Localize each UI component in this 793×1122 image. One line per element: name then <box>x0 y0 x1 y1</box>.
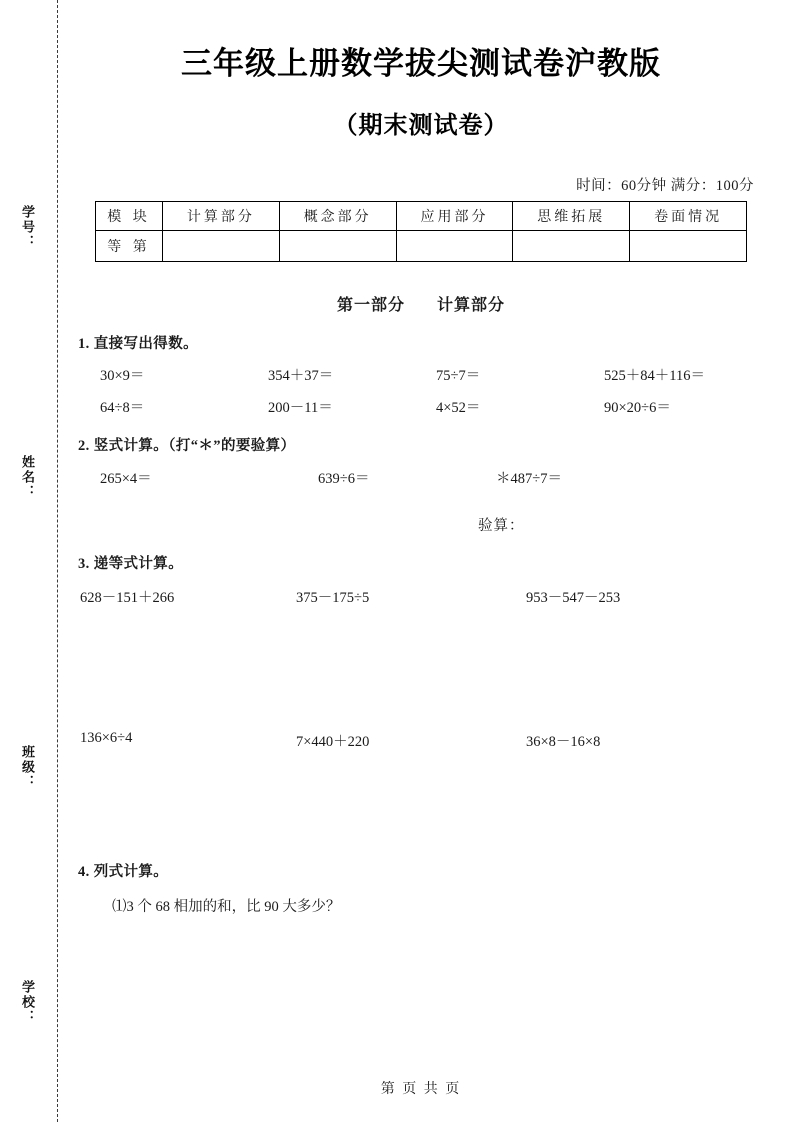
expression: 75÷7＝ <box>436 368 481 384</box>
answer-space <box>78 607 764 717</box>
page-subtitle: （期末测试卷） <box>333 112 509 139</box>
score-cell-concept[interactable] <box>279 231 396 262</box>
score-table-header-calc: 计算部分 <box>163 202 280 231</box>
expression: 525＋84＋116＝ <box>604 368 705 384</box>
question-2-label: 2. 竖式计算。（打“＊”的要验算） <box>78 438 296 454</box>
expression: 375－175÷5 <box>296 590 370 606</box>
score-cell-presentation[interactable] <box>630 231 747 262</box>
margin-label-class: 班级： <box>20 745 35 790</box>
answer-space <box>78 751 764 843</box>
question-2-check-label: 验算： <box>478 518 525 534</box>
score-table <box>95 201 747 262</box>
margin-label-name: 姓名： <box>20 455 35 500</box>
score-table-header-application: 应用部分 <box>396 202 513 231</box>
expression: 953－547－253 <box>526 590 621 606</box>
margin-label-student-id: 学号： <box>20 205 35 250</box>
expression: 90×20÷6＝ <box>604 400 671 416</box>
question-1-label: 1. 直接写出得数。 <box>78 336 198 352</box>
margin-label-school: 学校： <box>20 980 35 1025</box>
question-3-row-1 <box>78 586 764 607</box>
score-table-header-thinking: 思维拓展 <box>513 202 630 231</box>
page-title: 三年级上册数学拔尖测试卷沪教版 <box>181 46 661 81</box>
score-table-header-presentation: 卷面情况 <box>630 202 747 231</box>
expression: 64÷8＝ <box>100 400 145 416</box>
expression: 36×8－16×8 <box>526 734 601 750</box>
fold-line <box>57 0 58 1122</box>
table-row <box>96 231 747 262</box>
expression: ＊487÷7＝ <box>496 471 562 487</box>
question-4-label: 4. 列式计算。 <box>78 864 169 880</box>
expression: 136×6÷4 <box>80 730 133 746</box>
expression: 200－11＝ <box>268 400 333 416</box>
expression: 30×9＝ <box>100 368 145 384</box>
exam-page <box>78 0 764 1122</box>
section-title-part-one <box>78 292 764 315</box>
question-2-row <box>78 467 764 488</box>
expression: 265×4＝ <box>100 471 152 487</box>
question-3-label: 3. 递等式计算。 <box>78 556 184 572</box>
score-cell-thinking[interactable] <box>513 231 630 262</box>
table-row <box>96 202 747 231</box>
section-title-part-one-right: 计算部分 <box>437 297 506 314</box>
expression: 7×440＋220 <box>296 734 370 750</box>
score-table-row-label-module: 模 块 <box>96 202 163 231</box>
page-footer: 第 页 共 页 <box>380 1082 462 1097</box>
question-4-item-1: ⑴3 个 68 相加的和，比 90 大多少？ <box>112 899 341 915</box>
exam-meta: 时间：60分钟 满分：100分 <box>576 178 754 194</box>
score-table-header-concept: 概念部分 <box>279 202 396 231</box>
question-1-row-2 <box>78 396 764 417</box>
question-1-row-1 <box>78 364 764 385</box>
score-cell-calc[interactable] <box>163 231 280 262</box>
section-title-part-one-left: 第一部分 <box>336 297 405 314</box>
expression: 639÷6＝ <box>318 471 370 487</box>
score-table-row-label-grade: 等 第 <box>96 231 163 262</box>
question-3-row-2 <box>78 730 764 751</box>
score-cell-application[interactable] <box>396 231 513 262</box>
expression: 4×52＝ <box>436 400 481 416</box>
expression: 354＋37＝ <box>268 368 334 384</box>
expression: 628－151＋266 <box>80 590 175 606</box>
